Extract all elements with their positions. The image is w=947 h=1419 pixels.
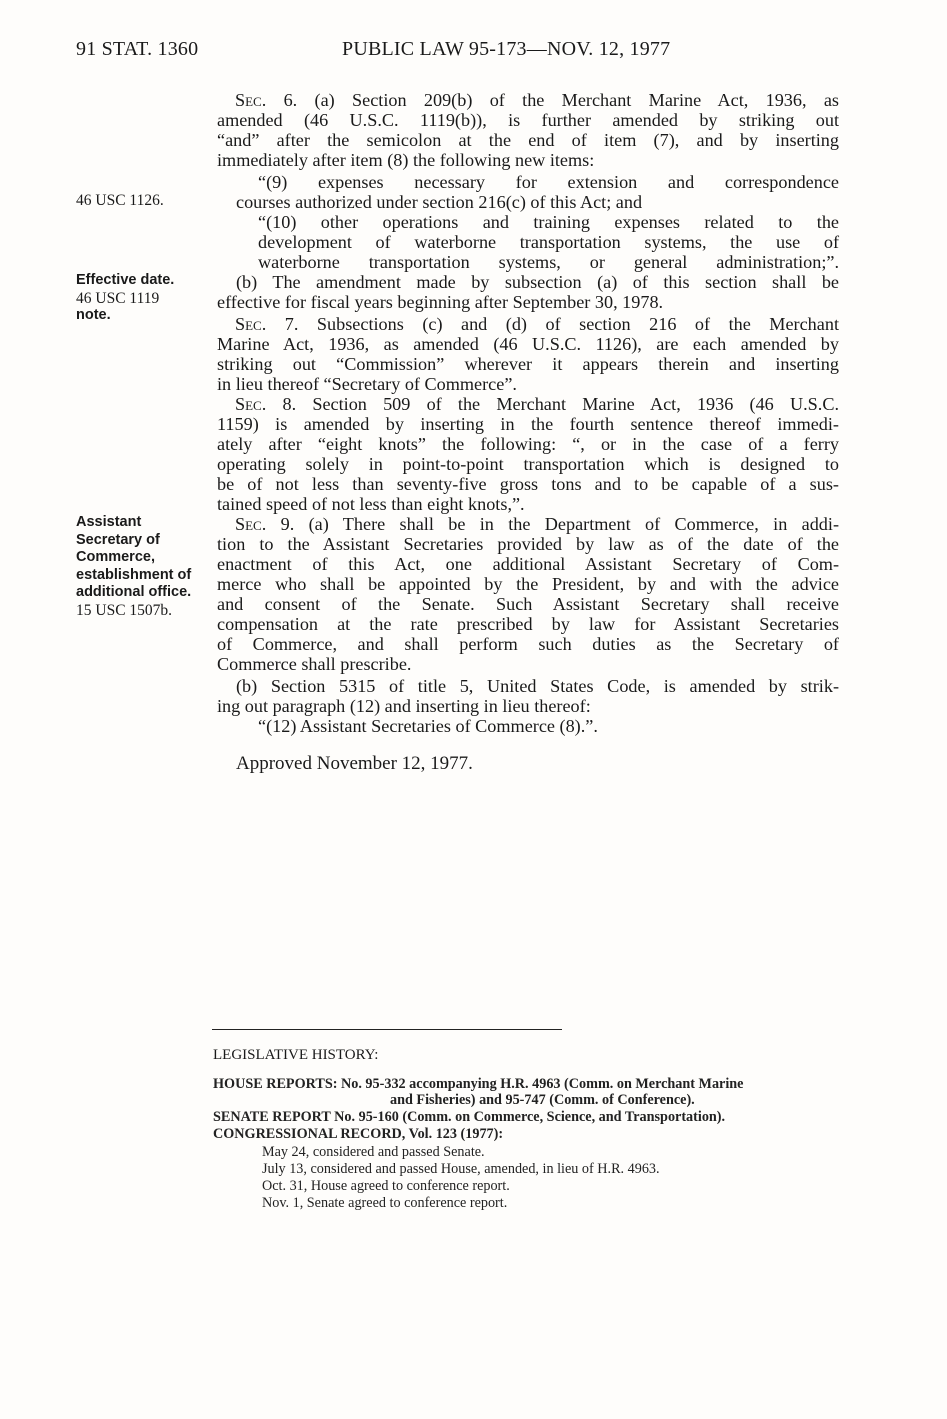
body-line: Marine Act, 1936, as amended (46 U.S.C. 1126), are each amended by	[217, 334, 839, 354]
margin-note-line: Commerce,	[76, 549, 155, 565]
margin-note-line: additional office.	[76, 584, 192, 600]
body-text: 6. (a) Section 209(b) of the Merchant Marine Act, 1936, as	[266, 90, 839, 110]
body-line: courses authorized under section 216(c) of this Act; and	[236, 192, 643, 212]
body-line: operating solely in point-to-point transportation which is designed to	[217, 454, 839, 474]
margin-note-line: 46 USC 1119	[76, 289, 160, 307]
body-line: effective for fiscal years beginning after September 30, 1978.	[217, 292, 664, 312]
approval-date: Approved November 12, 1977.	[236, 753, 473, 774]
body-line: development of waterborne transportation systems, the use of	[258, 232, 839, 252]
page-stat-number: 91 STAT. 1360	[76, 38, 199, 60]
body-text: 8. Section 509 of the Merchant Marine Act, 1936 (46 U.S.C.	[266, 394, 839, 414]
body-line	[235, 314, 839, 334]
section-label: Sec.	[235, 394, 267, 414]
body-line: enactment of this Act, one additional Assistant Secretary of Com-	[217, 554, 839, 574]
body-line: tion to the Assistant Secretaries provided by law as of the date of the	[217, 534, 839, 554]
body-line	[235, 514, 839, 534]
body-line: waterborne transportation systems, or general administration;”.	[258, 252, 839, 272]
body-line: in lieu thereof “Secretary of Commerce”.	[217, 374, 517, 394]
margin-note-line: Effective date.	[76, 272, 175, 288]
margin-note-line: note.	[76, 307, 111, 323]
history-record-entry: May 24, considered and passed Senate.	[262, 1144, 485, 1160]
body-line: (b) Section 5315 of title 5, United States Code, is amended by strik-	[236, 676, 839, 696]
body-line: be of not less than seventy-five gross tons and to be capable of a sus-	[217, 474, 839, 494]
body-line: ately after “eight knots” the following: “, or in the case of a ferry	[217, 434, 839, 454]
history-house-reports: HOUSE REPORTS: No. 95-332 accompanying H.R. 4963 (Comm. on Merchant Marine	[213, 1076, 744, 1092]
page-running-title: PUBLIC LAW 95-173—NOV. 12, 1977	[342, 38, 671, 60]
body-line: ing out paragraph (12) and inserting in lieu thereof:	[217, 696, 591, 716]
history-record-entry: July 13, considered and passed House, amended, in lieu of H.R. 4963.	[262, 1161, 660, 1177]
section-label: Sec.	[235, 514, 267, 534]
body-line: merce who shall be appointed by the President, by and with the advice	[217, 574, 839, 594]
margin-note-line: 15 USC 1507b.	[76, 601, 173, 619]
history-senate-report: SENATE REPORT No. 95-160 (Comm. on Commerce, Science, and Transportation).	[213, 1109, 726, 1125]
margin-note-usc-1126: 46 USC 1126.	[76, 192, 164, 209]
body-line: Commerce shall prescribe.	[217, 654, 412, 674]
body-line	[235, 90, 839, 110]
body-line	[235, 394, 839, 414]
margin-note-line: Assistant	[76, 514, 142, 530]
body-line: compensation at the rate prescribed by law for Assistant Secretaries	[217, 614, 839, 634]
margin-note-assistant-secretary	[76, 514, 191, 619]
body-line: “(12) Assistant Secretaries of Commerce (8).”.	[258, 716, 598, 736]
body-line: “(9) expenses necessary for extension and correspondence	[258, 172, 839, 192]
margin-note-line: establishment of	[76, 566, 192, 583]
body-line: “(10) other operations and training expenses related to the	[258, 212, 839, 232]
section-label: Sec.	[235, 90, 267, 110]
body-line: of Commerce, and shall perform such duties as the Secretary of	[217, 634, 839, 654]
history-congressional-record: CONGRESSIONAL RECORD, Vol. 123 (1977):	[213, 1126, 504, 1142]
body-line: (b) The amendment made by subsection (a) of this section shall be	[236, 272, 839, 292]
history-record-entry: Nov. 1, Senate agreed to conference report.	[262, 1195, 508, 1211]
body-line: tained speed of not less than eight knots,”.	[217, 494, 525, 514]
section-label: Sec.	[235, 314, 267, 334]
body-line: “and” after the semicolon at the end of item (7), and by inserting	[217, 130, 839, 150]
body-text: 9. (a) There shall be in the Department of Commerce, in addi-	[266, 514, 839, 534]
legislative-history-title: LEGISLATIVE HISTORY:	[213, 1047, 379, 1063]
history-record-entry: Oct. 31, House agreed to conference report.	[262, 1178, 510, 1194]
history-house-reports-cont: and Fisheries) and 95-747 (Comm. of Conference).	[390, 1092, 695, 1108]
margin-note-effective-date	[76, 272, 174, 325]
history-divider	[212, 1029, 562, 1030]
margin-note-line: Secretary of	[76, 531, 160, 548]
body-line: amended (46 U.S.C. 1119(b)), is further amended by striking out	[217, 110, 839, 130]
body-text: 7. Subsections (c) and (d) of section 216 of the Merchant	[266, 314, 839, 334]
body-line: and consent of the Senate. Such Assistant Secretary shall receive	[217, 594, 839, 614]
body-line: striking out “Commission” wherever it appears therein and inserting	[217, 354, 839, 374]
body-line: immediately after item (8) the following new items:	[217, 150, 595, 170]
body-line: 1159) is amended by inserting in the fourth sentence thereof immedi-	[217, 414, 839, 434]
